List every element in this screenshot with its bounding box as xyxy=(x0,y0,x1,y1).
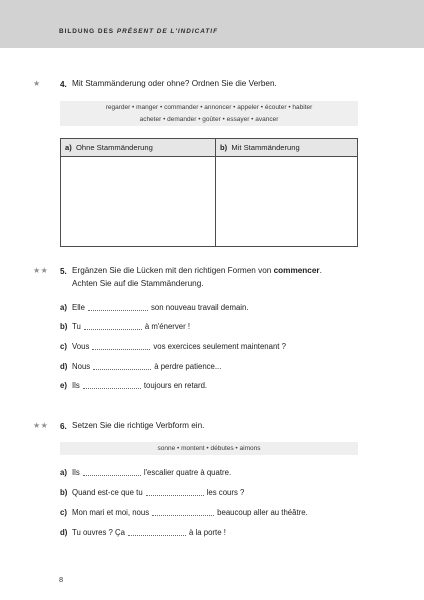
difficulty-stars: ★★ xyxy=(33,421,49,430)
item-letter: b) xyxy=(60,322,68,331)
blank-field[interactable] xyxy=(146,488,204,496)
page-number: 8 xyxy=(59,575,64,584)
item-text-after: à la porte ! xyxy=(189,528,226,537)
item-letter: a) xyxy=(60,468,67,477)
item-letter: e) xyxy=(60,381,67,390)
blank-field[interactable] xyxy=(83,381,141,389)
item-letter: b) xyxy=(60,488,68,497)
column-label: Ohne Stammänderung xyxy=(76,143,153,152)
table-header-a xyxy=(61,139,216,157)
exercise-number: 6. xyxy=(60,422,67,431)
word-box-line: regarder • manger • commander • annoncer • appeler • écouter • habiter xyxy=(105,104,313,111)
item-letter: c) xyxy=(60,508,67,517)
item-letter: c) xyxy=(60,342,67,351)
item-text-before: Mon mari et moi, nous xyxy=(72,508,150,517)
blank-field[interactable] xyxy=(93,362,151,370)
item-text-before: Nous xyxy=(72,362,91,371)
chapter-title-prefix: BILDUNG DES xyxy=(59,28,117,35)
table-header-b xyxy=(215,139,357,157)
sorting-table xyxy=(60,138,358,247)
item-text-after: les cours ? xyxy=(206,488,245,497)
word-box xyxy=(60,101,358,126)
blank-field[interactable] xyxy=(83,468,141,476)
item-letter: a) xyxy=(60,303,67,312)
column-label: Mit Stammänderung xyxy=(231,143,300,152)
item-letter: d) xyxy=(60,362,68,371)
item-text-before: Ils xyxy=(72,381,80,390)
item-text-after: son nouveau travail demain. xyxy=(151,303,249,312)
column-letter: a) xyxy=(65,143,72,152)
item-text-before: Elle xyxy=(72,303,86,312)
difficulty-stars: ★ xyxy=(33,79,41,88)
word-box-line: acheter • demander • goûter • essayer • avancer xyxy=(139,115,279,123)
item-text-after: à m'énerver ! xyxy=(144,322,191,331)
blank-field[interactable] xyxy=(84,322,142,330)
item-text-before: Quand est-ce que tu xyxy=(72,488,143,497)
blank-field[interactable] xyxy=(152,508,214,516)
exercise-instruction xyxy=(72,265,372,290)
difficulty-stars: ★★ xyxy=(33,266,49,275)
instruction-text: Ergänzen Sie die Lücken mit den richtigen Formen von xyxy=(72,266,274,275)
target-verb: commencer xyxy=(273,266,320,275)
exercise-instruction: Mit Stammänderung oder ohne? Ordnen Sie die Verben. xyxy=(72,79,277,88)
chapter-title xyxy=(59,28,218,35)
instruction-text: . xyxy=(319,266,322,275)
answer-cell-a[interactable] xyxy=(61,157,216,247)
exercise-number: 4. xyxy=(60,80,67,89)
chapter-title-italic: PRÉSENT DE L'INDICATIF xyxy=(116,28,218,35)
item-text-before: Vous xyxy=(72,342,90,351)
page-header xyxy=(0,0,424,48)
item-text-before: Ils xyxy=(72,468,80,477)
instruction-line: Achten Sie auf die Stammänderung. xyxy=(72,278,204,288)
exercise-instruction: Setzen Sie die richtige Verbform ein. xyxy=(72,421,205,430)
item-text-after: vos exercices seulement maintenant ? xyxy=(153,342,286,351)
word-box xyxy=(60,442,358,455)
exercise-number: 5. xyxy=(60,267,67,276)
item-letter: d) xyxy=(60,528,68,537)
answer-cell-b[interactable] xyxy=(215,157,357,247)
column-letter: b) xyxy=(219,143,228,152)
item-text-before: Tu xyxy=(72,322,81,331)
blank-field[interactable] xyxy=(88,303,148,311)
item-text-after: l'escalier quatre à quatre. xyxy=(143,468,232,477)
item-text-after: toujours en retard. xyxy=(143,381,208,390)
item-text-after: à perdre patience... xyxy=(154,362,222,371)
blank-field[interactable] xyxy=(92,342,150,350)
instruction-line xyxy=(72,265,372,278)
item-text-after: beaucoup aller au théâtre. xyxy=(217,508,308,517)
item-text-before: Tu ouvres ? Ça xyxy=(72,528,126,537)
word-box-line: sonne • montent • débutes • aimons xyxy=(157,445,261,452)
blank-field[interactable] xyxy=(128,528,186,536)
